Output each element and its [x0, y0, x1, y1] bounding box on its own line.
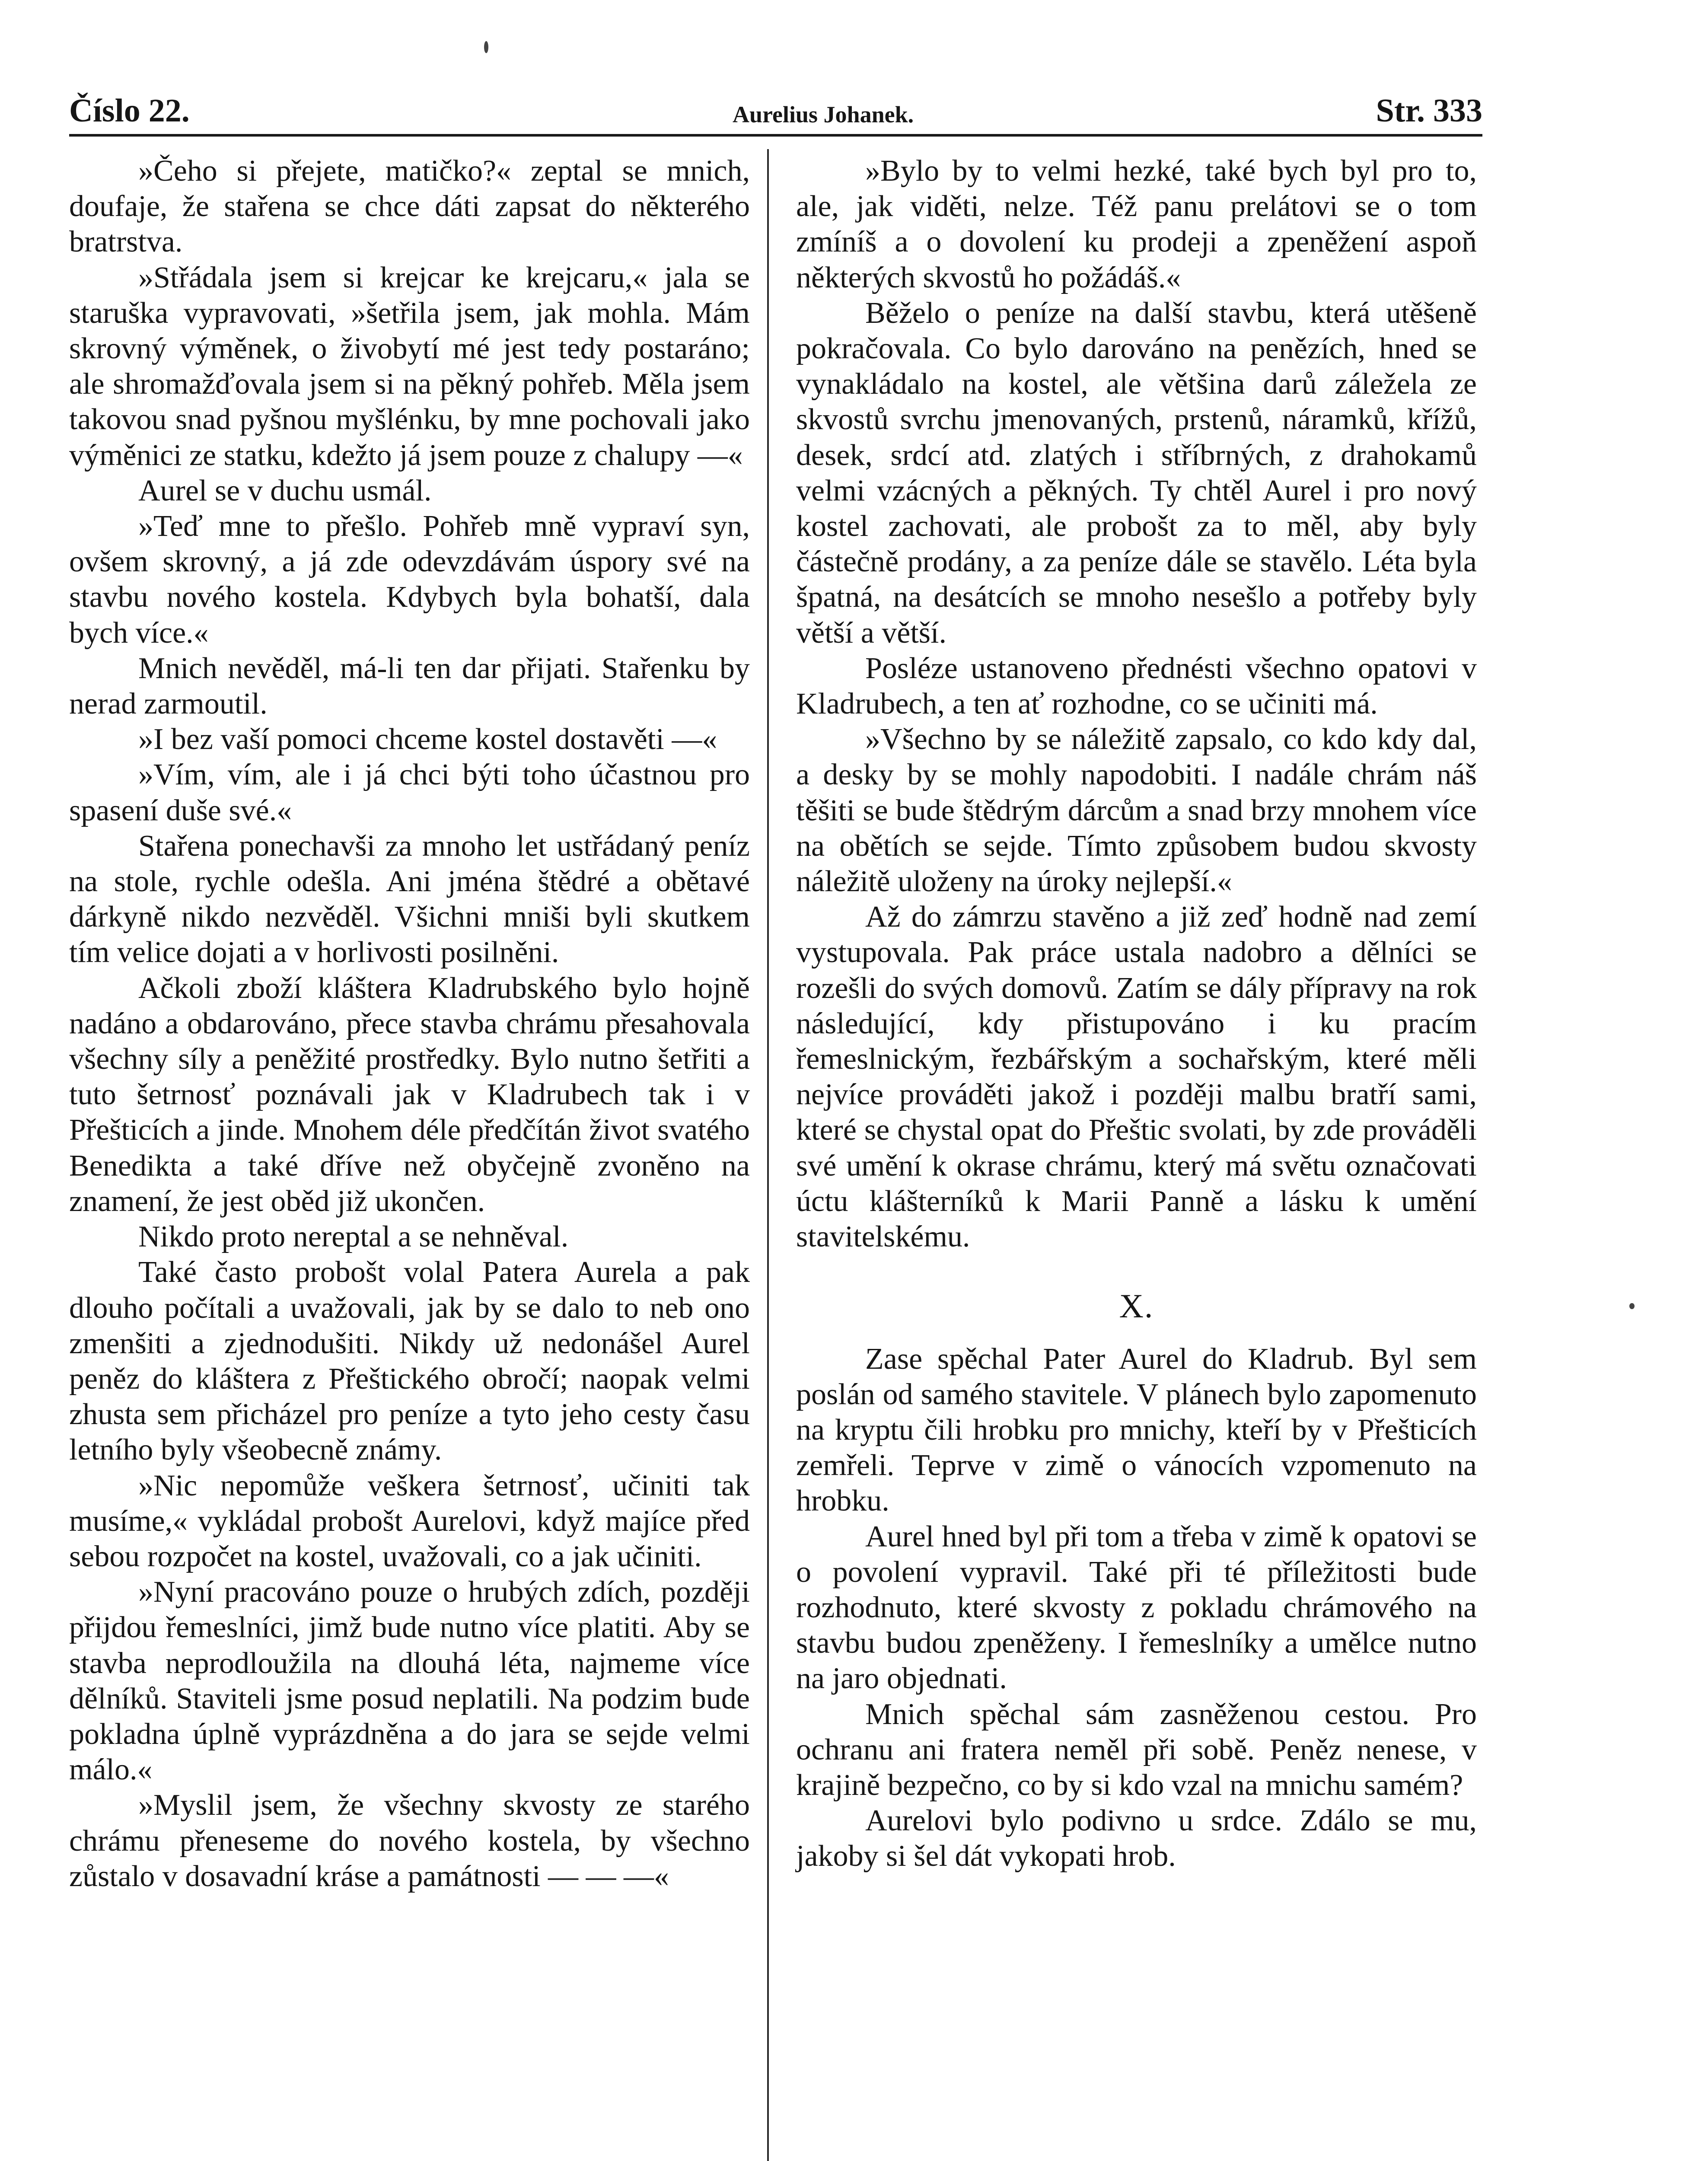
- paragraph: Aurel se v duchu usmál.: [138, 474, 432, 507]
- paragraph: »Nic nepomůže veškera šetrnosť, učiniti tak musíme,« vykládal probošt Aurelovi, když majíce před sebou rozpočet na kostel, uvažovali, co a jak učiniti.: [69, 1469, 750, 1573]
- paragraph: »Vím, vím, ale i já chci býti toho účastnou pro spasení duše své.«: [69, 758, 750, 827]
- column-divider: [767, 149, 769, 2161]
- right-column: [796, 153, 1477, 1874]
- page-number: Str. 333: [1376, 92, 1482, 129]
- paragraph: Mnich nevěděl, má-li ten dar přijati. Stařenku by nerad zarmoutil.: [69, 651, 750, 721]
- chapter-heading: X.: [1119, 1287, 1154, 1325]
- paragraph: Zase spěchal Pater Aurel do Kladrub. Byl sem poslán od samého stavitele. V plánech bylo zapomenuto na kryptu čili hrobku pro mnichy, kteří by v Přešticích zemřeli. Teprve v zimě o vánocích vzpomenuto na hrobku.: [796, 1342, 1477, 1518]
- paragraph: »Bylo by to velmi hezké, také bych byl pro to, ale, jak viděti, nelze. Též panu prelátovi se o tom zmíníš a o dovolení ku prodeji a zpeněžení aspoň některých skvostů ho požádáš.«: [796, 154, 1477, 294]
- paragraph: »Střádala jsem si krejcar ke krejcaru,« jala se staruška vypravovati, »šetřila jsem, jak mohla. Mám skrovný výměnek, o živobytí mé jest tedy postaráno; ale shromažďovala jsem si na pěkný pohřeb. Měla jsem takovou snad pyšnou myšlénku, by mne pochovali jako výměnici ze statku, kdežto já jsem pouze z chalupy —«: [69, 261, 750, 472]
- paragraph: Až do zámrzu stavěno a již zeď hodně nad zemí vystupovala. Pak práce ustala nadobro a dělníci se rozešli do svých domovů. Zatím se dály přípravy na rok následující, kdy přistupováno i ku pracím řemeslnickým, řezbářským a sochařským, které měli nejvíce prováděti jakož i později malbu bratří sami, které se chystal opat do Přeštic svolati, by zde prováděli své umění k okrase chrámu, který má světu označovati úctu klášterníků k Marii Panně a lásku k umění stavitelskému.: [796, 900, 1477, 1254]
- paragraph: »Čeho si přejete, matičko?« zeptal se mnich, doufaje, že stařena se chce dáti zapsat do některého bratrstva.: [69, 154, 750, 259]
- issue-number: Číslo 22.: [69, 92, 190, 129]
- page-header: [69, 86, 1482, 137]
- paragraph: Také často probošt volal Patera Aurela a pak dlouho počítali a uvažovali, jak by se dalo to neb ono zmenšiti a zjednodušiti. Nikdy už nedonášel Aurel peněz do kláštera z Přeštického obročí; naopak velmi zhusta sem přicházel pro peníze a tyto jeho cesty času letního byly všeobecně známy.: [69, 1256, 750, 1467]
- paragraph: »Myslil jsem, že všechny skvosty ze starého chrámu přeneseme do nového kostela, by všechno zůstalo v dosavadní kráse a památnosti — — —«: [69, 1788, 750, 1893]
- paragraph: »I bez vaší pomoci chceme kostel dostavěti —«: [138, 723, 717, 756]
- paragraph: Aurelovi bylo podivno u srdce. Zdálo se mu, jakoby si šel dát vykopati hrob.: [796, 1804, 1477, 1873]
- paragraph: »Nyní pracováno pouze o hrubých zdích, později přijdou řemeslníci, jimž bude nutno více platiti. Aby se stavba neprodloužila na dlouhá léta, najmeme více dělníků. Staviteli jsme posud neplatili. Na podzim bude pokladna úplně vyprázdněna a do jara se sejde velmi málo.«: [69, 1575, 750, 1787]
- paragraph: Stařena ponechavši za mnoho let ustřádaný peníz na stole, rychle odešla. Ani jména štědré a obětavé dárkyně nikdo nezvěděl. Všichni mniši byli skutkem tím velice dojati a v horlivosti posilněni.: [69, 829, 750, 969]
- paragraph: Posléze ustanoveno přednésti všechno opatovi v Kladrubech, a ten ať rozhodne, co se učiniti má.: [796, 651, 1477, 721]
- scan-speck: [1629, 1303, 1635, 1309]
- paragraph: Ačkoli zboží kláštera Kladrubského bylo hojně nadáno a obdarováno, přece stavba chrámu přesahovala všechny síly a peněžité prostředky. Bylo nutno šetřiti a tuto šetrnosť poznávali jak v Kladrubech tak i v Přešticích a jinde. Mnohem déle předčítán život svatého Benedikta a také dříve než obyčejně zvoněno na znamení, že jest oběd již ukončen.: [69, 971, 750, 1218]
- paragraph: Aurel hned byl při tom a třeba v zimě k opatovi se o povolení vypravil. Také při té příležitosti bude rozhodnuto, které skvosty z pokladu chrámového na stavbu budou zpeněženy. I řemeslníky a umělce nutno na jaro objednati.: [796, 1520, 1477, 1696]
- paragraph: »Teď mne to přešlo. Pohřeb mně vypraví syn, ovšem skrovný, a já zde odevzdávám úspory své na stavbu nového kostela. Kdybych byla bohatší, dala bych více.«: [69, 510, 750, 650]
- paragraph: Běželo o peníze na další stavbu, která utěšeně pokračovala. Co bylo darováno na penězích, hned se vynakládalo na kostel, ale většina darů záležela ze skvostů svrchu jmenovaných, prstenů, náramků, křížů, desek, srdcí atd. zlatých i stříbrných, z drahokamů velmi vzácných a pěkných. Ty chtěl Aurel i pro nový kostel zachovati, ale probošt za to měl, aby byly částečně prodány, a za peníze dále se stavělo. Léta byla špatná, na desátcích se mnoho nesešlo a potřeby byly větší a větší.: [796, 296, 1477, 650]
- paragraph: »Všechno by se náležitě zapsalo, co kdo kdy dal, a desky by se mohly napodobiti. I nadále chrám náš těšiti se bude štědrým dárcům a snad brzy mnohem více na obětích se sejde. Tímto způsobem budou skvosty náležitě uloženy na úroky nejlepší.«: [796, 723, 1477, 899]
- scan-speck: [484, 41, 488, 53]
- left-column: [69, 153, 750, 1894]
- paragraph: Nikdo proto nereptal a se nehněval.: [138, 1220, 569, 1254]
- paragraph: Mnich spěchal sám zasněženou cestou. Pro ochranu ani fratera neměl při sobě. Peněz nenese, v krajině bezpečno, co by si kdo vzal na mnichu samém?: [796, 1697, 1477, 1802]
- running-author: Aurelius Johanek.: [733, 102, 914, 127]
